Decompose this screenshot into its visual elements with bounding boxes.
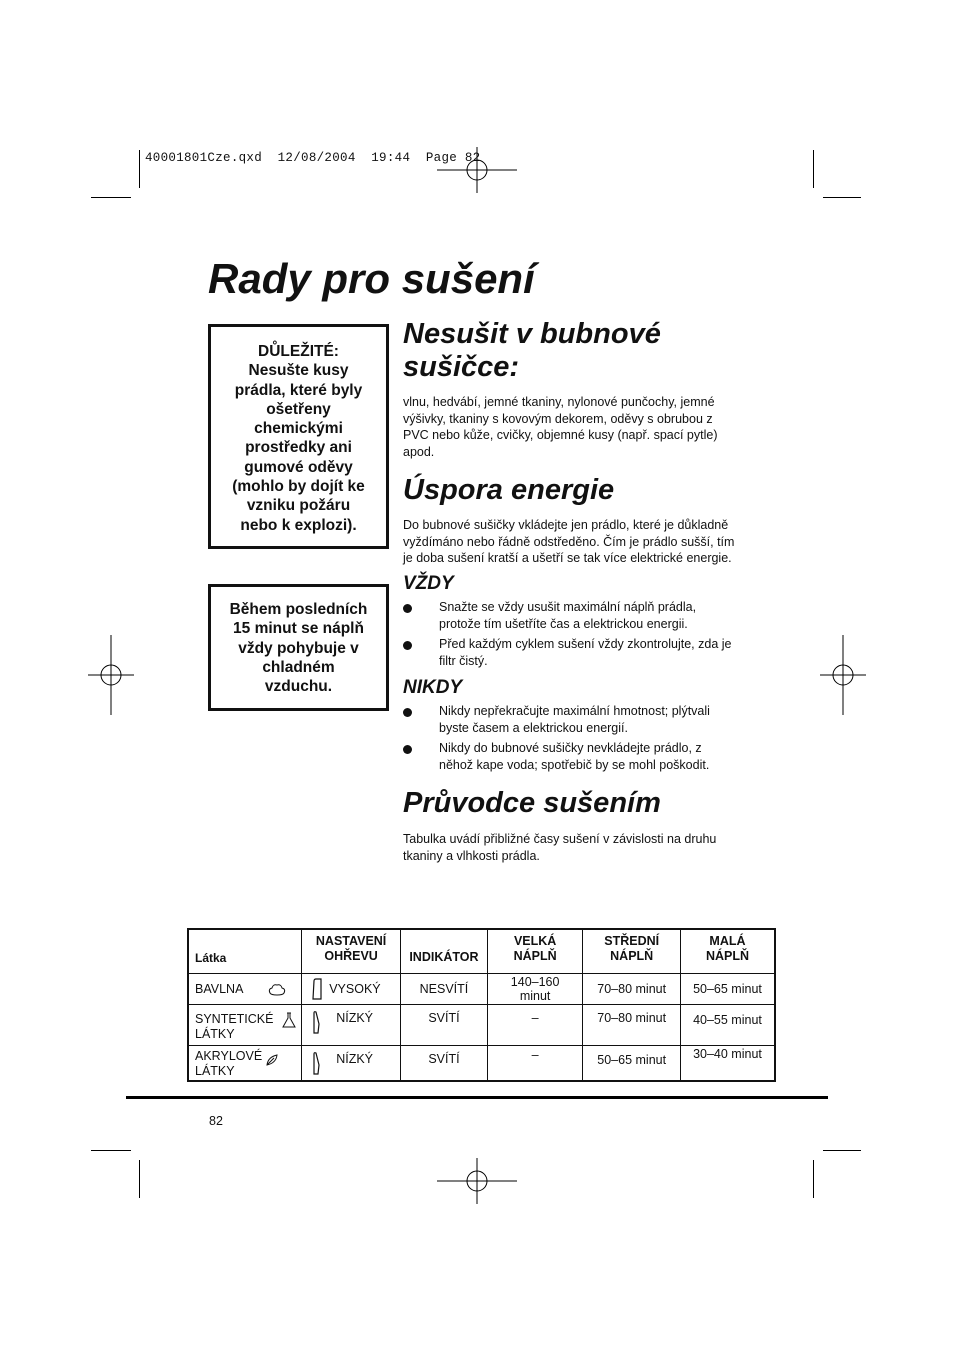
small-load-cell: 30–40 minut (680, 1045, 775, 1081)
section-title-drying-guide: Průvodce sušením (403, 787, 661, 819)
acrylic-icon (265, 1053, 279, 1067)
medium-load-cell: 50–65 minut (583, 1045, 681, 1081)
text-line: vyždímáno nebo řádně odstředěno. Čím je prádlo sušší, tím (403, 534, 735, 549)
fabric-label: SYNTETICKÉ (195, 1011, 274, 1026)
never-item (439, 703, 710, 736)
title-line: Nesušit v bubnové (403, 318, 661, 350)
page-number: 82 (209, 1114, 223, 1128)
low-heat-icon (311, 1010, 321, 1034)
always-item (439, 636, 731, 669)
large-load-cell: – (487, 1004, 582, 1045)
cotton-icon (267, 983, 287, 997)
section-title-energy-saving: Úspora energie (403, 474, 615, 506)
header-line: NÁPLŇ (705, 949, 750, 963)
text-line: apod. (403, 444, 435, 459)
text-line: vlnu, hedvábí, jemné tkaniny, nylonové punčochy, jemné (403, 395, 715, 409)
header-line: NASTAVENÍ (315, 934, 387, 948)
header-medium-load (583, 929, 681, 973)
fabric-cell (188, 1004, 302, 1045)
heat-setting-label: VYSOKÝ (329, 981, 381, 996)
text-line: je doba sušení kratší a ušetří se tak více elektrické energie. (403, 551, 732, 566)
header-large-load (487, 929, 582, 973)
large-load-cell: – (487, 1045, 582, 1081)
warning-line: prostředky ani (245, 439, 352, 457)
info-line: chladném (262, 658, 335, 676)
bullet-icon (403, 641, 412, 650)
bullet-icon (403, 708, 412, 717)
text-line: Před každým cyklem sušení vždy zkontrolujte, zda je (439, 637, 732, 651)
info-box-cool-air (208, 584, 389, 711)
text-line: filtr čistý. (439, 653, 488, 668)
heat-setting-cell (302, 1045, 401, 1081)
text-line: Nikdy nepřekračujte maximální hmotnost; plýtvali (439, 704, 710, 718)
header-line: STŘEDNÍ (604, 934, 660, 948)
registration-mark-right (820, 635, 866, 715)
high-heat-icon (311, 978, 323, 1000)
medium-load-cell: 70–80 minut (583, 973, 681, 1004)
table-row (188, 1045, 775, 1081)
info-line: 15 minut se náplň (233, 620, 364, 638)
info-line: vzduchu. (264, 678, 333, 696)
fabric-label: BAVLNA (195, 981, 244, 996)
footer-rule (126, 1096, 828, 1099)
table-header-row (188, 929, 775, 973)
synthetic-icon (282, 1012, 296, 1028)
fabric-label: AKRYLOVÉ (195, 1048, 263, 1063)
header-line: NÁPLŇ (610, 949, 654, 963)
warning-line: (mohlo by dojít ke (232, 478, 365, 496)
header-line: MALÁ (709, 934, 746, 948)
section-title-do-not-dry (403, 318, 661, 384)
large-load-cell: 140–160 minut (487, 973, 582, 1004)
drying-guide-text (403, 831, 716, 864)
header-indicator: INDIKÁTOR (400, 929, 487, 973)
registration-mark-left (88, 635, 134, 715)
never-heading: NIKDY (403, 677, 463, 698)
warning-heading: DŮLEŽITÉ: (258, 343, 339, 360)
header-fabric: Látka (188, 929, 302, 973)
never-item (439, 740, 709, 773)
indicator-cell: SVÍTÍ (400, 1004, 487, 1045)
energy-saving-text (403, 517, 734, 567)
drying-guide-table (187, 928, 776, 1082)
header-line: VELKÁ (513, 934, 557, 948)
info-line: vždy pohybuje v (238, 639, 359, 657)
header-line: NÁPLŇ (513, 949, 557, 963)
medium-load-cell: 70–80 minut (583, 1004, 681, 1045)
bullet-icon (403, 745, 412, 754)
do-not-dry-text (403, 394, 718, 460)
text-line: byste časem a elektrickou energií. (439, 720, 628, 735)
header-heat-setting (302, 929, 401, 973)
heat-setting-label: NÍZKÝ (336, 1010, 374, 1025)
indicator-cell: SVÍTÍ (400, 1045, 487, 1081)
text-line: tkaniny a vlhkosti prádla. (403, 848, 540, 863)
warning-line: Nesušte kusy (248, 362, 349, 380)
small-load-cell: 50–65 minut (680, 973, 775, 1004)
bullet-icon (403, 604, 412, 613)
table-row (188, 1004, 775, 1045)
table-row (188, 973, 775, 1004)
warning-line: chemickými (254, 420, 343, 438)
heat-setting-label: NÍZKÝ (336, 1051, 374, 1066)
heat-setting-cell (302, 973, 401, 1004)
always-item (439, 599, 696, 632)
warning-box-chemicals (208, 324, 389, 549)
fabric-label: LÁTKY (195, 1063, 235, 1078)
text-line: protože tím ušetříte čas a elektrickou energii. (439, 616, 688, 631)
fabric-label: LÁTKY (195, 1026, 235, 1041)
title-line: sušičce: (403, 351, 520, 383)
text-line: PVC nebo kůže, cvičky, objemné kusy (např. spací pytle) (403, 428, 718, 443)
header-small-load (680, 929, 775, 973)
info-line: Během posledních (229, 601, 368, 618)
text-line: něhož kape voda; spotřebič by se mohl poškodit. (439, 757, 710, 772)
header-line: OHŘEVU (324, 949, 378, 963)
fabric-cell (188, 1045, 302, 1081)
registration-mark-bottom (437, 1158, 517, 1204)
small-load-cell: 40–55 minut (680, 1004, 775, 1045)
always-heading: VŽDY (403, 573, 454, 594)
text-line: Snažte se vždy usušit maximální náplň prádla, (439, 600, 697, 614)
fabric-cell (188, 973, 302, 1004)
text-line: Do bubnové sušičky vkládejte jen prádlo, které je důkladně (403, 518, 729, 532)
indicator-cell: NESVÍTÍ (400, 973, 487, 1004)
warning-line: gumové oděvy (244, 458, 353, 476)
warning-line: vzniku požáru (246, 497, 351, 515)
text-line: Nikdy do bubnové sušičky nevkládejte prádlo, z (439, 741, 702, 755)
low-heat-icon (311, 1051, 321, 1075)
warning-line: ošetřeny (266, 400, 331, 418)
text-line: Tabulka uvádí přibližné časy sušení v závislosti na druhu (403, 832, 717, 846)
page-title: Rady pro sušení (208, 255, 535, 302)
heat-setting-cell (302, 1004, 401, 1045)
warning-line: prádla, které byly (234, 381, 363, 399)
text-line: výšivky, tkaniny s kovovým dekorem, oděvy s obrubou z (403, 411, 713, 426)
warning-line: nebo k explozi). (240, 516, 357, 534)
file-slug: 40001801Cze.qxd 12/08/2004 19:44 Page 82 (145, 151, 481, 165)
